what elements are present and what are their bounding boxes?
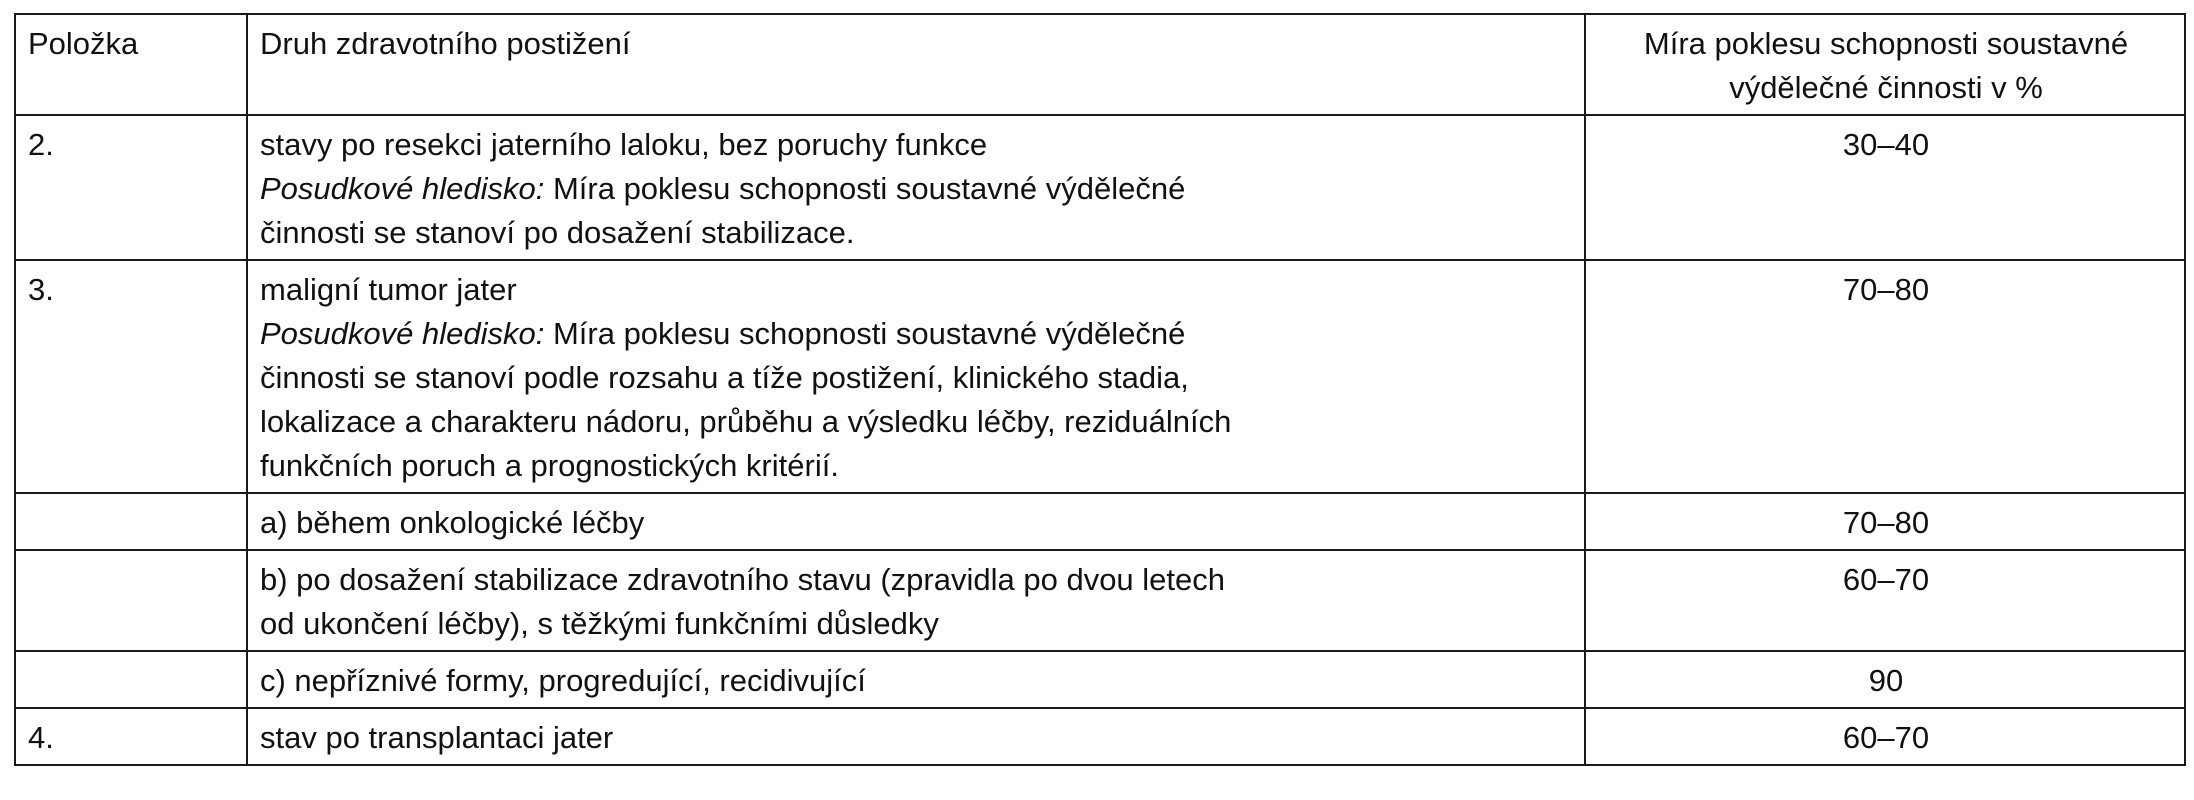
row-item: [15, 651, 247, 708]
note-line: činnosti se stanoví podle rozsahu a tíže postižení, klinického stadia,: [260, 360, 1189, 395]
table-row: [15, 260, 2185, 493]
note-text: Míra poklesu schopnosti soustavné výdělečné: [544, 171, 1186, 206]
description-line: stav po transplantaci jater: [260, 720, 614, 755]
note-label: Posudkové hledisko:: [260, 171, 545, 206]
row-description: [247, 260, 1585, 493]
table-row: [15, 115, 2185, 260]
disability-rate-table: [14, 13, 2186, 766]
row-description: [247, 708, 1585, 765]
header-rate-line: výdělečné činnosti v %: [1729, 70, 2043, 105]
note-label: Posudkové hledisko:: [260, 316, 545, 351]
row-item: 3.: [15, 260, 247, 493]
table-row: [15, 651, 2185, 708]
row-description: [247, 550, 1585, 651]
note-line: lokalizace a charakteru nádoru, průběhu a výsledku léčby, reziduálních: [260, 404, 1232, 439]
header-description: Druh zdravotního postižení: [247, 14, 1585, 115]
note-text: Míra poklesu schopnosti soustavné výdělečné: [544, 316, 1186, 351]
row-item: 4.: [15, 708, 247, 765]
row-rate: 30–40: [1585, 115, 2185, 260]
row-description: [247, 493, 1585, 550]
header-row: [15, 14, 2185, 115]
note-line: činnosti se stanoví po dosažení stabilizace.: [260, 215, 855, 250]
description-line: stavy po resekci jaterního laloku, bez poruchy funkce: [260, 127, 988, 162]
table-row: [15, 550, 2185, 651]
row-rate: 60–70: [1585, 550, 2185, 651]
description-line: a) během onkologické léčby: [260, 505, 645, 540]
row-rate: 70–80: [1585, 493, 2185, 550]
row-description: [247, 651, 1585, 708]
description-line: maligní tumor jater: [260, 272, 517, 307]
table-row: [15, 708, 2185, 765]
assessment-note: [260, 312, 1574, 356]
row-description: [247, 115, 1585, 260]
table-row: [15, 493, 2185, 550]
row-item: 2.: [15, 115, 247, 260]
description-line: od ukončení léčby), s těžkými funkčními důsledky: [260, 606, 939, 641]
header-rate-line: Míra poklesu schopnosti soustavné: [1643, 26, 2129, 61]
header-rate: [1585, 14, 2185, 115]
row-rate: 90: [1585, 651, 2185, 708]
assessment-note: [260, 167, 1574, 211]
description-line: c) nepříznivé formy, progredující, recidivující: [260, 663, 866, 698]
note-line: funkčních poruch a prognostických kritérií.: [260, 448, 839, 483]
description-line: b) po dosažení stabilizace zdravotního stavu (zpravidla po dvou letech: [260, 562, 1226, 597]
row-rate: 70–80: [1585, 260, 2185, 493]
row-item: [15, 550, 247, 651]
row-rate: 60–70: [1585, 708, 2185, 765]
row-item: [15, 493, 247, 550]
header-item: Položka: [15, 14, 247, 115]
